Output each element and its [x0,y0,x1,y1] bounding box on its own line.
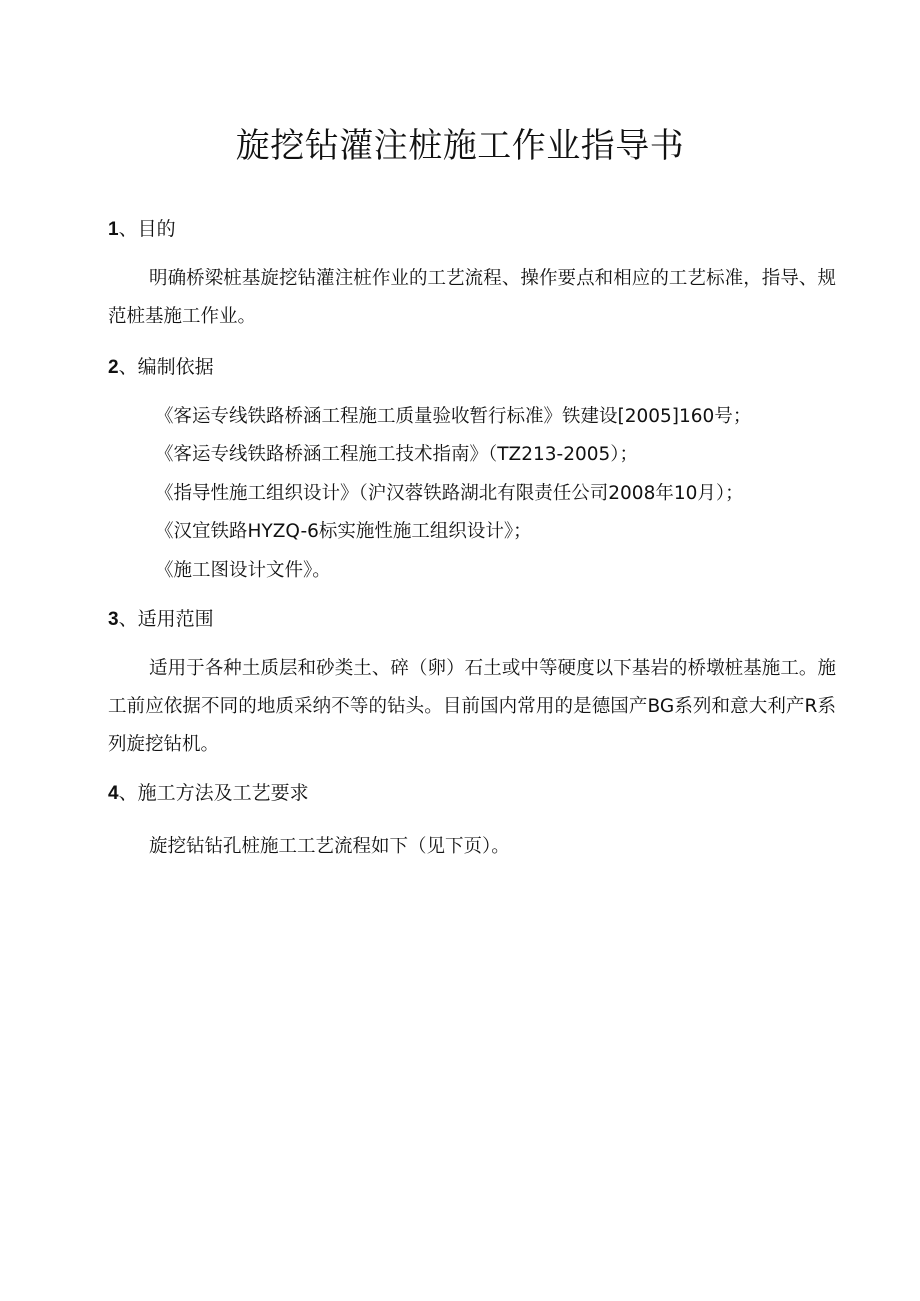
section-title: 目的 [137,218,176,240]
section-title: 适用范围 [137,608,214,630]
section-number: 2 [108,357,119,378]
section-4-paragraph: 旋挖钻钻孔桩施工工艺流程如下（见下页）。 [149,836,510,857]
section-separator: 、 [118,782,138,804]
section-separator: 、 [118,218,138,240]
document-title: 旋挖钻灌注桩施工作业指导书 [235,126,685,166]
section-number: 1 [108,219,119,240]
section-title: 编制依据 [137,356,214,378]
reference-item: 《施工图设计文件》。 [155,560,331,581]
section-1-paragraph: 明确桥梁桩基旋挖钻灌注桩作业的工艺流程、操作要点和相应的工艺标准，指导、规范桩基施工作业。 [108,268,836,327]
section-number: 4 [108,783,119,804]
reference-item: 《客运专线铁路桥涵工程施工质量验收暂行标准》铁建设[2005]160号； [155,406,752,427]
reference-item: 《指导性施工组织设计》（沪汉蓉铁路湖北有限责任公司2008年10月）； [155,483,744,504]
section-title: 施工方法及工艺要求 [137,782,309,804]
section-3-heading [108,606,214,633]
section-1-heading [108,216,176,243]
section-2-heading [108,354,214,381]
section-separator: 、 [118,356,138,378]
section-separator: 、 [118,608,138,630]
section-3-paragraph: 适用于各种土质层和砂类土、碎（卵）石土或中等硬度以下基岩的桥墩桩基施工。施工前应依据不同的地质采纳不等的钻头。目前国内常用的是德国产BG系列和意大利产R系列旋挖钻机。 [108,658,836,755]
reference-item: 《客运专线铁路桥涵工程施工技术指南》（TZ213-2005）； [155,444,639,465]
section-number: 3 [108,609,119,630]
reference-item: 《汉宜铁路HYZQ-6标实施性施工组织设计》； [155,521,532,542]
section-4-heading [108,780,309,807]
